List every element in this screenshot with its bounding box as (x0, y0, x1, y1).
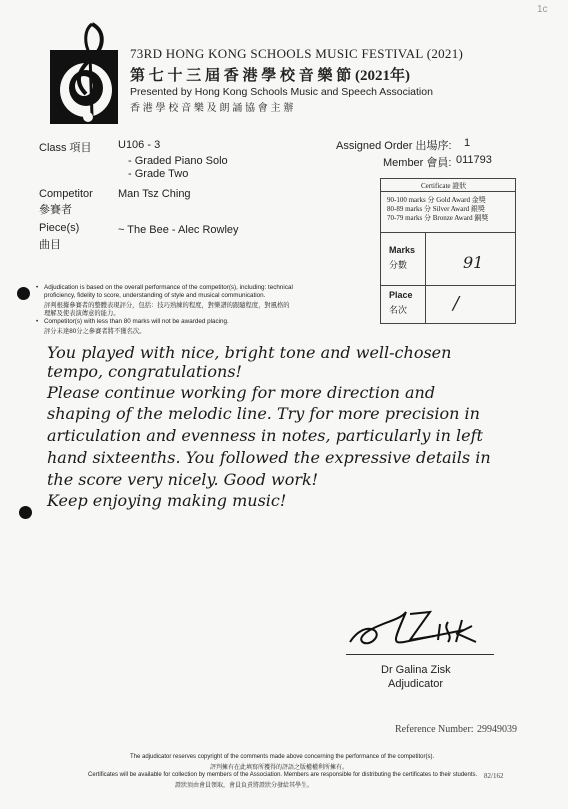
class-label: Class 項目 (39, 142, 92, 154)
reference-number: 29949039 (477, 724, 517, 735)
comment-line: shaping of the melodic line. Try for more precision in (47, 404, 480, 423)
presented-by-chinese: 香 港 學 校 音 樂 及 朗 誦 協 會 主 辦 (130, 103, 294, 114)
class-code: U106 - 3 (118, 139, 161, 151)
note1-line2: proficiency, fidelity to score, understanding of style and musical communication. (44, 292, 266, 299)
pieces-label: Piece(s) (39, 222, 80, 234)
place-label-chinese: 名次 (389, 305, 408, 315)
marks-label-chinese: 分數 (389, 260, 408, 270)
adjudicator-name: Dr Galina Zisk (381, 664, 451, 676)
adjudicator-title: Adjudicator (388, 678, 444, 690)
competitor-label-chinese: 參賽者 (39, 204, 72, 216)
bronze-award-line: 70-79 marks 分 Bronze Award 銅獎 (387, 214, 489, 222)
signature-line (346, 654, 494, 655)
note1-line4: 理解及使表演傳意的能力。 (44, 310, 120, 317)
copyright-notice: The adjudicator reserves copyright of the comments made above concerning the performance of the competitor(s). (130, 754, 435, 760)
certificate-title: Certificate 證狀 (421, 182, 467, 190)
note-bullet-1: • (36, 284, 39, 291)
copyright-notice-chinese: 評判擁有在此填寫所獲得的評語之版權權利所擁有。 (210, 765, 349, 771)
assigned-order: 1 (464, 137, 471, 149)
place-divider (381, 285, 515, 286)
certificate-divider (381, 191, 515, 192)
note1-line1: Adjudication is based on the overall performance of the competitor(s), including: technical (44, 284, 293, 291)
place-value: / (453, 293, 460, 314)
marks-value: 91 (463, 253, 484, 272)
festival-logo (48, 20, 120, 126)
gold-award-line: 90-100 marks 分 Gold Award 金獎 (387, 196, 486, 204)
certificate-collection-notice-chinese: 證狀須由會員領取，會員負責將證狀分發給其學生。 (175, 783, 314, 789)
comment-line: tempo, congratulations! (47, 362, 242, 381)
note2-line1: Competitor(s) with less than 80 marks will not be awarded placing. (44, 318, 229, 325)
note-bullet-2: • (36, 318, 39, 325)
marks-divider (381, 232, 515, 233)
adjudicator-signature (344, 600, 494, 650)
certificate-box (380, 178, 516, 324)
note2-line2: 評分未達80分之參賽者將不獲名次。 (44, 328, 146, 335)
place-label: Place (389, 290, 413, 300)
comment-line: Please continue working for more direction and (47, 383, 436, 402)
presented-by: Presented by Hong Kong Schools Music and Speech Association (130, 86, 433, 98)
punch-hole (17, 287, 30, 300)
marks-label: Marks (389, 245, 416, 255)
competitor-label: Competitor (39, 188, 93, 200)
silver-award-line: 80-89 marks 分 Silver Award 銀獎 (387, 205, 485, 213)
competitor-name: Man Tsz Ching (118, 188, 191, 200)
comment-line: articulation and evenness in notes, particularly in left (47, 426, 483, 445)
piece-title: ~ The Bee - Alec Rowley (118, 224, 239, 236)
punch-hole (19, 506, 32, 519)
comment-line: hand sixteenths. You followed the expressive details in (47, 448, 491, 467)
member-label: Member 會員: (383, 157, 452, 169)
class-type: - Graded Piano Solo (128, 155, 228, 167)
assigned-order-label: Assigned Order 出場序: (336, 140, 452, 152)
class-grade: - Grade Two (128, 168, 189, 180)
comment-line: You played with nice, bright tone and well-chosen (47, 343, 452, 362)
pieces-label-chinese: 曲目 (39, 239, 61, 251)
page-count: 82/162 (484, 772, 504, 780)
comment-line: Keep enjoying making music! (47, 491, 287, 510)
member-number: 011793 (456, 154, 492, 166)
festival-title: 73RD HONG KONG SCHOOLS MUSIC FESTIVAL (2021) (130, 46, 464, 61)
note1-line3: 評判根據參賽者的整體表現評分，包括：技巧熟練的程度，對樂譜的跟隨程度，對風格的 (44, 302, 290, 309)
comment-line: the score very nicely. Good work! (47, 470, 319, 489)
reference-label: Reference Number: (395, 724, 474, 735)
cell-divider (425, 232, 426, 323)
certificate-collection-notice: Certificates will be available for collection by members of the Association. Members are responsible for distributing the certificates to their students. (88, 772, 478, 778)
festival-title-chinese: 第 七 十 三 屆 香 港 學 校 音 樂 節 (2021年) (130, 68, 410, 84)
page-mark: 1c (537, 4, 548, 15)
